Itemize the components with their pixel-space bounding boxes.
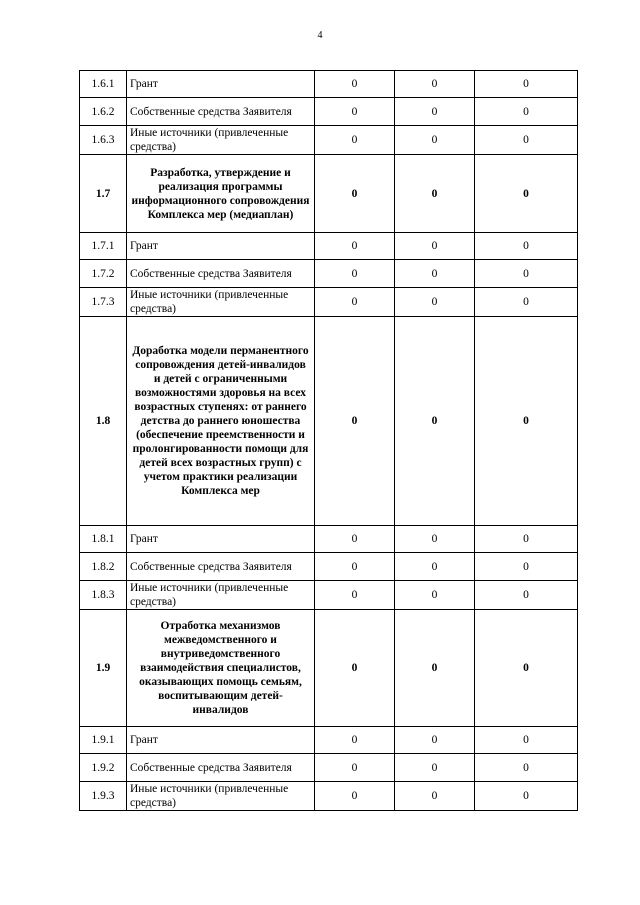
value-cell-3: 0 <box>475 754 578 782</box>
row-number-cell: 1.9.1 <box>80 727 127 754</box>
value-cell-2: 0 <box>395 317 475 526</box>
value-cell-2: 0 <box>395 782 475 811</box>
value-cell-1: 0 <box>315 126 395 155</box>
row-number-cell: 1.8 <box>80 317 127 526</box>
row-name-cell: Иные источники (привлеченные средства) <box>127 782 315 811</box>
value-cell-1: 0 <box>315 98 395 126</box>
row-name-cell: Доработка модели перманентного сопровождения детей-инвалидов и детей с ограниченными возможностями здоровья на всех возрастных ступенях: от раннего детства до раннего юношества (обеспечение преемственности и пролонгированности помощи для детей всех возрастных групп) с учетом практики реализации Комплекса мер <box>127 317 315 526</box>
value-cell-2: 0 <box>395 71 475 98</box>
value-cell-1: 0 <box>315 727 395 754</box>
value-cell-1: 0 <box>315 553 395 581</box>
value-cell-1: 0 <box>315 782 395 811</box>
table-row <box>80 526 578 553</box>
value-cell-3: 0 <box>475 526 578 553</box>
table-row <box>80 754 578 782</box>
table-row <box>80 288 578 317</box>
table-row <box>80 98 578 126</box>
value-cell-1: 0 <box>315 581 395 610</box>
row-name-cell: Иные источники (привлеченные средства) <box>127 288 315 317</box>
row-number-cell: 1.8.1 <box>80 526 127 553</box>
row-name-cell: Грант <box>127 526 315 553</box>
value-cell-2: 0 <box>395 126 475 155</box>
value-cell-3: 0 <box>475 317 578 526</box>
value-cell-3: 0 <box>475 553 578 581</box>
row-number-cell: 1.7.2 <box>80 260 127 288</box>
row-name-cell: Грант <box>127 727 315 754</box>
section-row <box>80 317 578 526</box>
value-cell-3: 0 <box>475 233 578 260</box>
row-name-cell: Иные источники (привлеченные средства) <box>127 581 315 610</box>
value-cell-1: 0 <box>315 610 395 727</box>
row-number-cell: 1.6.3 <box>80 126 127 155</box>
value-cell-2: 0 <box>395 288 475 317</box>
value-cell-2: 0 <box>395 98 475 126</box>
row-number-cell: 1.7 <box>80 155 127 233</box>
value-cell-3: 0 <box>475 581 578 610</box>
value-cell-2: 0 <box>395 754 475 782</box>
value-cell-3: 0 <box>475 98 578 126</box>
value-cell-3: 0 <box>475 610 578 727</box>
row-name-cell: Собственные средства Заявителя <box>127 260 315 288</box>
table-row <box>80 553 578 581</box>
value-cell-1: 0 <box>315 754 395 782</box>
value-cell-1: 0 <box>315 288 395 317</box>
row-name-cell: Собственные средства Заявителя <box>127 98 315 126</box>
table-row <box>80 260 578 288</box>
value-cell-1: 0 <box>315 317 395 526</box>
table-row <box>80 126 578 155</box>
value-cell-1: 0 <box>315 260 395 288</box>
row-name-cell: Грант <box>127 71 315 98</box>
row-number-cell: 1.9 <box>80 610 127 727</box>
row-name-cell: Разработка, утверждение и реализация программы информационного сопровождения Комплекса мер (медиаплан) <box>127 155 315 233</box>
value-cell-2: 0 <box>395 260 475 288</box>
section-row <box>80 155 578 233</box>
value-cell-2: 0 <box>395 553 475 581</box>
table-row <box>80 233 578 260</box>
row-name-cell: Отработка механизмов межведомственного и внутриведомственного взаимодействия специалистов, оказывающих помощь семьям, воспитывающим детей-инвалидов <box>127 610 315 727</box>
value-cell-3: 0 <box>475 71 578 98</box>
table-row <box>80 727 578 754</box>
row-number-cell: 1.7.1 <box>80 233 127 260</box>
value-cell-2: 0 <box>395 581 475 610</box>
section-row <box>80 610 578 727</box>
value-cell-2: 0 <box>395 610 475 727</box>
value-cell-2: 0 <box>395 526 475 553</box>
row-number-cell: 1.9.3 <box>80 782 127 811</box>
row-number-cell: 1.8.2 <box>80 553 127 581</box>
page-number: 4 <box>317 30 323 41</box>
row-name-cell: Собственные средства Заявителя <box>127 754 315 782</box>
value-cell-3: 0 <box>475 782 578 811</box>
budget-table <box>79 70 578 811</box>
value-cell-3: 0 <box>475 260 578 288</box>
row-number-cell: 1.8.3 <box>80 581 127 610</box>
value-cell-2: 0 <box>395 727 475 754</box>
value-cell-3: 0 <box>475 288 578 317</box>
value-cell-2: 0 <box>395 233 475 260</box>
value-cell-1: 0 <box>315 71 395 98</box>
row-name-cell: Иные источники (привлеченные средства) <box>127 126 315 155</box>
table-row <box>80 782 578 811</box>
row-number-cell: 1.9.2 <box>80 754 127 782</box>
table-row <box>80 71 578 98</box>
value-cell-1: 0 <box>315 155 395 233</box>
value-cell-3: 0 <box>475 126 578 155</box>
row-number-cell: 1.7.3 <box>80 288 127 317</box>
value-cell-3: 0 <box>475 155 578 233</box>
value-cell-3: 0 <box>475 727 578 754</box>
row-name-cell: Грант <box>127 233 315 260</box>
value-cell-2: 0 <box>395 155 475 233</box>
row-name-cell: Собственные средства Заявителя <box>127 553 315 581</box>
row-number-cell: 1.6.1 <box>80 71 127 98</box>
value-cell-1: 0 <box>315 233 395 260</box>
row-number-cell: 1.6.2 <box>80 98 127 126</box>
value-cell-1: 0 <box>315 526 395 553</box>
table-row <box>80 581 578 610</box>
